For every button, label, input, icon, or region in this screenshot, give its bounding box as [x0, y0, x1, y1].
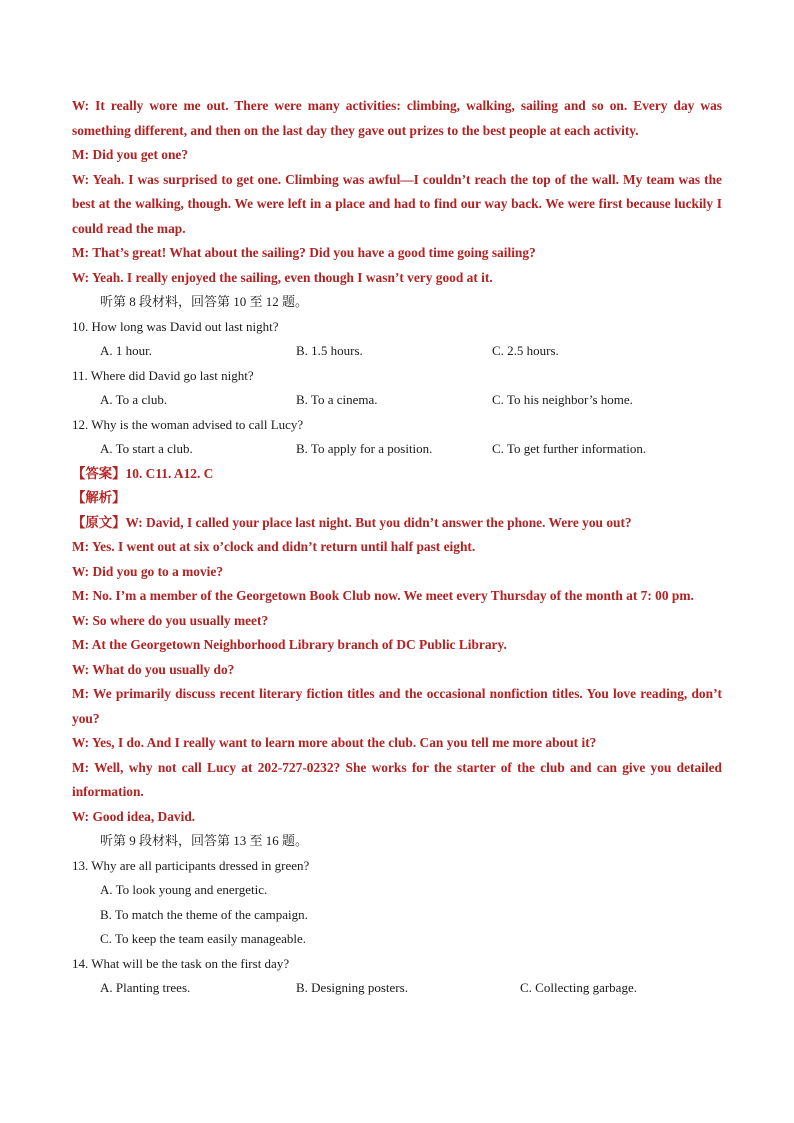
- dialog-line: 【原文】W: David, I called your place last night. But you didn’t answer the phone. Were you out?: [72, 514, 632, 530]
- dialog-line: W: Did you go to a movie?: [72, 563, 224, 579]
- options-row: [72, 388, 722, 413]
- question-stem: 14. What will be the task on the first day?: [72, 955, 290, 971]
- question-12: [72, 413, 722, 462]
- answer-key: 【答案】10. C11. A12. C: [72, 465, 214, 481]
- dialog-line: W: It really wore me out. There were many activities: climbing, walking, sailing and so on. Every day was something different, and then on the last day they gave out prizes to the best people at each activity.: [72, 98, 722, 138]
- dialog-line: W: What do you usually do?: [72, 661, 235, 677]
- question-11: [72, 364, 722, 413]
- dialog-line: M: Did you get one?: [72, 147, 189, 162]
- option-c: C. To his neighbor’s home.: [492, 392, 633, 407]
- dialog-1: [72, 94, 722, 290]
- option-c: C. To get further information.: [492, 441, 647, 456]
- document-page: [72, 94, 722, 1001]
- options-row: [72, 339, 722, 364]
- options-row: [72, 437, 722, 462]
- dialog-line: M: No. I’m a member of the Georgetown Book Club now. We meet every Thursday of the month at 7: 00 pm.: [72, 588, 694, 603]
- option-c: C. 2.5 hours.: [492, 343, 559, 358]
- question-13: [72, 854, 722, 952]
- question-stem: 13. Why are all participants dressed in green?: [72, 857, 310, 873]
- option-a: A. 1 hour.: [100, 343, 152, 358]
- option-c: C. To keep the team easily manageable.: [100, 931, 307, 946]
- question-stem: 11. Where did David go last night?: [72, 367, 254, 383]
- question-stem: 10. How long was David out last night?: [72, 318, 279, 334]
- option-a: A. To start a club.: [100, 441, 193, 456]
- dialog-line: W: So where do you usually meet?: [72, 612, 269, 628]
- section-heading-9: 听第 9 段材料，回答第 13 至 16 题。: [100, 833, 309, 848]
- dialog-line: W: Good idea, David.: [72, 808, 196, 824]
- question-10: [72, 315, 722, 364]
- options-row: [72, 976, 722, 1001]
- option-b: B. To apply for a position.: [296, 441, 433, 456]
- dialog-line: M: At the Georgetown Neighborhood Library branch of DC Public Library.: [72, 637, 507, 652]
- option-a: A. To a club.: [100, 392, 168, 407]
- question-14: [72, 952, 722, 1001]
- section-heading-8: 听第 8 段材料，回答第 10 至 12 题。: [100, 294, 309, 309]
- option-b: B. To match the theme of the campaign.: [100, 906, 308, 922]
- dialog-line: M: Well, why not call Lucy at 202-727-0232? She works for the starter of the club and can give you detailed information.: [72, 759, 722, 799]
- option-a: A. To look young and energetic.: [100, 882, 268, 897]
- option-a: A. Planting trees.: [100, 980, 191, 995]
- dialog-line: M: We primarily discuss recent literary fiction titles and the occasional nonfiction titles. You love reading, don’t you?: [72, 686, 722, 726]
- option-b: B. Designing posters.: [296, 980, 408, 995]
- dialog-line: W: Yeah. I really enjoyed the sailing, even though I wasn’t very good at it.: [72, 269, 493, 285]
- question-stem: 12. Why is the woman advised to call Lucy?: [72, 416, 304, 432]
- option-b: B. To a cinema.: [296, 392, 378, 407]
- dialog-2: [72, 511, 722, 830]
- analysis-heading: 【解析】: [72, 490, 126, 505]
- dialog-line: M: That’s great! What about the sailing? Did you have a good time going sailing?: [72, 245, 536, 260]
- dialog-line: W: Yes, I do. And I really want to learn more about the club. Can you tell me more about it?: [72, 735, 597, 750]
- dialog-line: M: Yes. I went out at six o’clock and didn’t return until half past eight.: [72, 539, 476, 554]
- option-b: B. 1.5 hours.: [296, 343, 363, 358]
- dialog-line: W: Yeah. I was surprised to get one. Climbing was awful—I couldn’t reach the top of the wall. My team was the best at the walking, though. We were left in a place and had to find our way back. We were first because luckily I could read the map.: [72, 171, 722, 236]
- option-c: C. Collecting garbage.: [520, 980, 637, 995]
